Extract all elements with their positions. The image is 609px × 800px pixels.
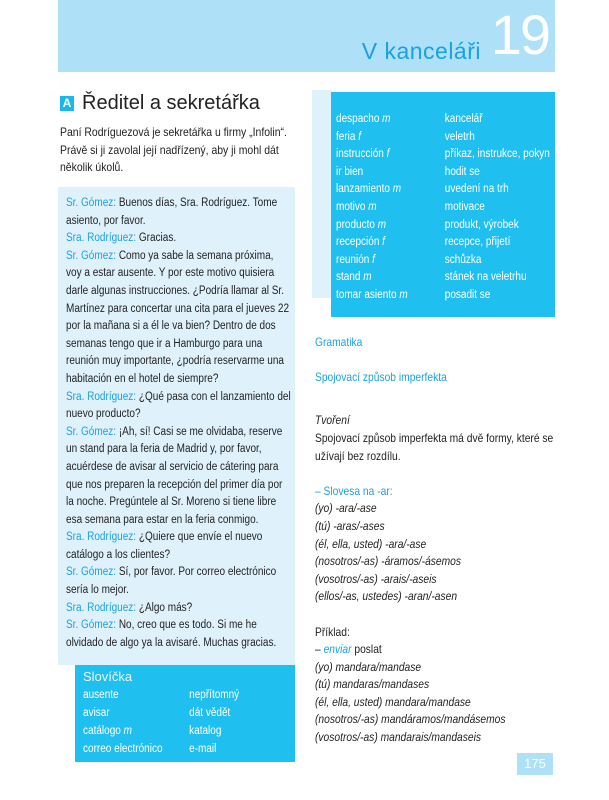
czech-translation: recepce, přijetí bbox=[444, 236, 511, 249]
vocabulary-box bbox=[331, 92, 555, 317]
conjugation-form: (nosotros/-as) -áramos/-ásemos bbox=[315, 554, 462, 569]
czech-translation: katalog bbox=[189, 724, 222, 737]
dialog-line bbox=[66, 617, 291, 652]
ar-heading: – Slovesa na -ar: bbox=[315, 483, 393, 498]
term: catálogo bbox=[83, 724, 121, 737]
vocab-row bbox=[336, 129, 555, 147]
dialog-box bbox=[58, 187, 295, 665]
term: producto bbox=[336, 218, 375, 231]
term: ir bien bbox=[336, 165, 364, 178]
example-form: (vosotros/-as) mandarais/mandaseis bbox=[315, 730, 481, 745]
slovicka-box bbox=[75, 665, 295, 762]
vocab-row bbox=[336, 199, 555, 217]
example-line bbox=[315, 641, 559, 659]
vocab-row bbox=[336, 234, 555, 252]
slovicka-title: Slovíčka bbox=[83, 669, 133, 685]
term: feria bbox=[336, 130, 356, 143]
czech-translation: stánek na veletrhu bbox=[444, 271, 527, 284]
example-label: Příklad: bbox=[315, 624, 350, 639]
spanish-term bbox=[83, 723, 189, 741]
term: motivo bbox=[336, 200, 366, 213]
spanish-term bbox=[336, 269, 445, 287]
czech-translation: schůzka bbox=[444, 253, 482, 266]
dialog-text: Buenos días, Sra. Rodríguez. Tome asiento, por favor. bbox=[66, 197, 278, 227]
vocab-row bbox=[83, 687, 287, 705]
dialog-text: ¿Algo más? bbox=[136, 601, 193, 614]
term: ausente bbox=[83, 689, 119, 702]
czech-translation: e-mail bbox=[189, 742, 217, 755]
formation-text: Spojovací způsob imperfekta má dvě formy, které se užívají bez rozdílu. bbox=[315, 430, 554, 463]
dash: – bbox=[315, 642, 324, 657]
term: despacho bbox=[336, 113, 380, 125]
spanish-term bbox=[83, 741, 189, 759]
page-number: 175 bbox=[517, 753, 553, 775]
czech-translation: uvedení na trh bbox=[444, 183, 509, 196]
conjugation-form: (ellos/-as, ustedes) -aran/-asen bbox=[315, 589, 458, 604]
spanish-term bbox=[336, 129, 445, 147]
spanish-term bbox=[83, 687, 189, 705]
czech-translation: posadit se bbox=[444, 288, 491, 301]
dialog-text: ¿Qué pasa con el lanzamiento del nuevo producto? bbox=[66, 390, 291, 421]
czech-translation: veletrh bbox=[444, 130, 475, 143]
dialog-line bbox=[66, 248, 291, 389]
section-heading bbox=[60, 92, 260, 115]
spanish-term bbox=[336, 111, 445, 129]
dialog-text: Gracias. bbox=[136, 232, 177, 245]
conjugation-form: (vosotros/-as) -arais/-aseis bbox=[315, 571, 437, 586]
spanish-term bbox=[336, 181, 445, 199]
spanish-term bbox=[336, 287, 445, 305]
dialog-line bbox=[66, 529, 291, 564]
gender-marker: m bbox=[363, 271, 372, 284]
term: recepción bbox=[336, 236, 380, 249]
grammar-section bbox=[315, 334, 559, 747]
czech-translation: nepřítomný bbox=[189, 689, 240, 702]
chapter-title: V kanceláři bbox=[361, 38, 481, 64]
gender-marker: m bbox=[392, 183, 402, 196]
dialog-text: ¡Ah, sí! Casi se me olvidaba, reserve un stand para la feria de Madrid y, por favor, acuérdese de avisar al servicio de cátering para que nos preparen la recepción del primer día por la noche. Pregúntele al Sr. Moreno si tiene libre esa semana para estar en la feria conmigo. bbox=[66, 425, 283, 526]
speaker-name: Sr. Gómez: bbox=[66, 619, 117, 632]
dialog-content bbox=[66, 195, 291, 652]
dialog-line bbox=[66, 424, 291, 530]
chapter-number: 19 bbox=[490, 3, 549, 66]
slovicka-list bbox=[83, 687, 287, 758]
conjugation-form: (yo) -ara/-ase bbox=[315, 501, 377, 516]
example-form: (tú) mandaras/mandases bbox=[315, 677, 430, 692]
term: lanzamiento bbox=[336, 183, 390, 196]
conjugation-form: (tú) -aras/-ases bbox=[315, 518, 385, 533]
gender-marker: f bbox=[372, 253, 375, 266]
spanish-term bbox=[336, 252, 445, 270]
grammar-title: Gramatika bbox=[315, 335, 363, 349]
speaker-name: Sra. Rodríguez: bbox=[66, 232, 137, 245]
czech-translation: dát vědět bbox=[189, 707, 231, 720]
spanish-term bbox=[336, 217, 445, 235]
term: reunión bbox=[336, 253, 370, 266]
vocab-row bbox=[336, 217, 555, 235]
spanish-term bbox=[336, 146, 445, 164]
gender-marker: m bbox=[399, 288, 408, 301]
example-meaning: poslat bbox=[351, 642, 382, 657]
gender-marker: f bbox=[382, 236, 385, 249]
spanish-term bbox=[336, 164, 445, 182]
vocab-row bbox=[336, 111, 555, 129]
dialog-line bbox=[66, 600, 291, 618]
speaker-name: Sra. Rodríguez: bbox=[66, 531, 137, 544]
gender-marker: f bbox=[358, 130, 362, 143]
vocab-row bbox=[336, 252, 555, 270]
speaker-name: Sr. Gómez: bbox=[66, 566, 117, 579]
vocab-row bbox=[83, 723, 287, 741]
czech-translation: kancelář bbox=[444, 113, 483, 125]
speaker-name: Sr. Gómez: bbox=[66, 425, 117, 438]
gender-marker: f bbox=[386, 148, 390, 161]
speaker-name: Sr. Gómez: bbox=[66, 197, 117, 209]
decorative-strip bbox=[312, 90, 332, 298]
dialog-text: Como ya sabe la semana próxima, voy a estar ausente. Y por este motivo quisiera darle algunas instrucciones. ¿Podría llamar al Sr. Martínez para concertar una cita para el jueves 22 por la mañana si a él le va bien? Dentro de dos semanas tengo que ir a Hamburgo para una reunión muy importante, ¿podría reservarme una habitación en el hotel de siempre? bbox=[66, 249, 290, 385]
vocabulary-list bbox=[336, 111, 555, 305]
gender-marker: m bbox=[123, 724, 132, 737]
chapter-header-band bbox=[58, 0, 555, 72]
gender-marker: m bbox=[382, 113, 391, 125]
term: correo electrónico bbox=[83, 742, 163, 755]
vocab-row bbox=[83, 741, 287, 759]
dialog-line bbox=[66, 564, 291, 599]
grammar-subtitle: Spojovací způsob imperfekta bbox=[315, 370, 447, 385]
dialog-line bbox=[66, 389, 291, 424]
dialog-line bbox=[66, 195, 291, 230]
section-title: Ředitel a sekretářka bbox=[82, 92, 260, 114]
term: tomar asiento bbox=[336, 288, 397, 301]
term: stand bbox=[336, 271, 361, 284]
gender-marker: m bbox=[377, 218, 387, 231]
example-form: (nosotros/-as) mandáramos/mandásemos bbox=[315, 712, 506, 727]
czech-translation: příkaz, instrukce, pokyn bbox=[444, 148, 550, 161]
example-form: (él, ella, usted) mandara/mandase bbox=[315, 694, 471, 709]
section-badge: A bbox=[60, 96, 74, 111]
spanish-term bbox=[336, 234, 445, 252]
term: avisar bbox=[83, 707, 110, 720]
spanish-term bbox=[83, 705, 189, 723]
czech-translation: hodit se bbox=[444, 165, 480, 178]
formation-label: Tvoření bbox=[315, 413, 350, 428]
term: instrucción bbox=[336, 148, 384, 161]
dialog-text: Sí, por favor. Por correo electrónico sería lo mejor. bbox=[66, 566, 277, 597]
czech-translation: motivace bbox=[444, 200, 485, 213]
spanish-term bbox=[336, 199, 445, 217]
dialog-line bbox=[66, 230, 291, 248]
example-verb: enviar bbox=[323, 642, 352, 657]
conjugation-form: (él, ella, usted) -ara/-ase bbox=[315, 536, 427, 551]
vocab-row bbox=[336, 287, 555, 305]
vocab-row bbox=[336, 164, 555, 182]
intro-text: Paní Rodríguezová je sekretářka u firmy „Infolin“. Právě si ji zavolal její nadřízený, aby ji mohl dát několik úkolů. bbox=[60, 125, 287, 174]
left-column bbox=[58, 187, 295, 762]
vocab-row bbox=[336, 146, 555, 164]
speaker-name: Sr. Gómez: bbox=[66, 249, 117, 262]
speaker-name: Sra. Rodríguez: bbox=[66, 390, 137, 403]
gender-marker: m bbox=[368, 200, 377, 213]
dialog-text: No, creo que es todo. Si me he olvidado de algo ya la avisaré. Muchas gracias. bbox=[66, 619, 277, 649]
example-form: (yo) mandara/mandase bbox=[315, 659, 422, 674]
vocab-row bbox=[336, 181, 555, 199]
vocab-row bbox=[83, 705, 287, 723]
dialog-text: ¿Quiere que envíe el nuevo catálogo a los clientes? bbox=[66, 531, 263, 561]
czech-translation: produkt, výrobek bbox=[444, 218, 519, 231]
vocab-row bbox=[336, 269, 555, 287]
speaker-name: Sra. Rodríguez: bbox=[66, 601, 137, 614]
